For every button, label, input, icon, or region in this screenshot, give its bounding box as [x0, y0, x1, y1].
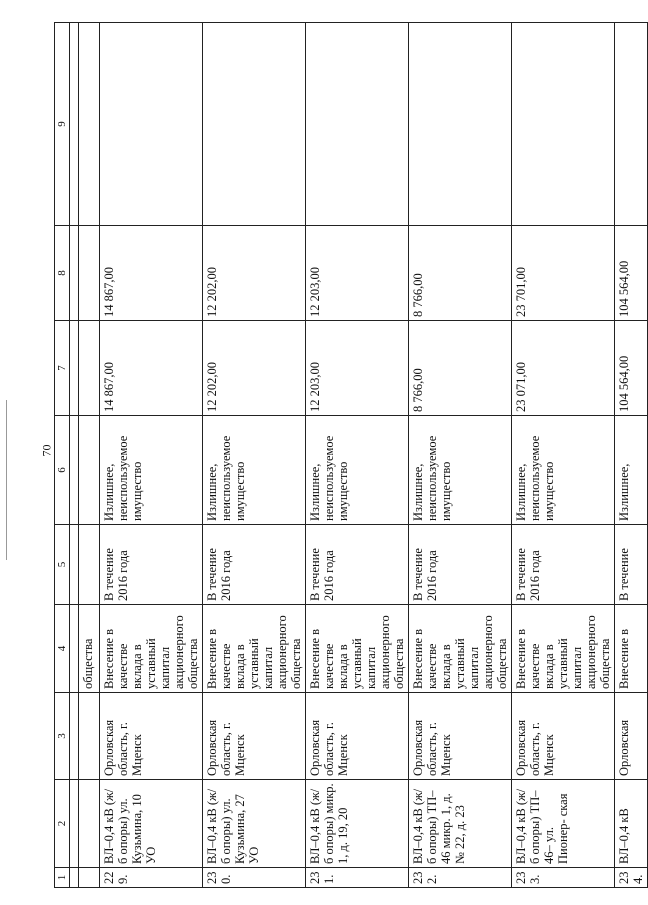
spacer-cell	[70, 868, 79, 888]
column-header: 5	[55, 525, 70, 605]
cell-name: ВЛ–0,4 кВ (ж/б опоры) ТП–46– ул. Пионер- ская	[512, 780, 615, 868]
cell-name: ВЛ–0,4 кВ	[615, 780, 648, 868]
cell-price2: 23 701,00	[512, 226, 615, 321]
cell-name: ВЛ–0,4 кВ (ж/б опоры) ул. Кузьмина, 10 УО	[100, 780, 203, 868]
cell-term: В течение 2016 года	[100, 525, 203, 605]
cell-reason: Излишнее, неиспользуемое имущество	[100, 416, 203, 525]
spacer-cell	[70, 780, 79, 868]
cell-price: 12 202,00	[203, 321, 306, 416]
cell-term: В течение 2016 года	[512, 525, 615, 605]
column-header: 2	[55, 780, 70, 868]
cell-reason: Излишнее, неиспользуемое имущество	[512, 416, 615, 525]
cell-price2: 12 203,00	[306, 226, 409, 321]
continuation-cell: общества	[79, 605, 100, 693]
cell-method: Внесение в качестве вклада в уставный капитал акционерного общества	[100, 605, 203, 693]
cell-reason: Излишнее, неиспользуемое имущество	[306, 416, 409, 525]
cell-extra	[100, 23, 203, 226]
cell-method: Внесение в качестве вклада в уставный капитал акционерного общества	[306, 605, 409, 693]
empty-cell	[79, 23, 100, 226]
cell-price2: 8 766,00	[409, 226, 512, 321]
cell-extra	[512, 23, 615, 226]
column-header: 3	[55, 693, 70, 780]
cell-term: В течение	[615, 525, 648, 605]
cell-price: 12 203,00	[306, 321, 409, 416]
cell-reason: Излишнее, неиспользуемое имущество	[203, 416, 306, 525]
cell-method: Внесение в качестве вклада в уставный капитал акционерного общества	[203, 605, 306, 693]
empty-cell	[79, 693, 100, 780]
column-header: 7	[55, 321, 70, 416]
column-header: 9	[55, 23, 70, 226]
cell-location: Орловская область, г. Мценск	[306, 693, 409, 780]
cell-n: 232.	[409, 868, 512, 888]
empty-cell	[79, 416, 100, 525]
rotated-table-wrapper	[54, 23, 645, 888]
cell-n: 229.	[100, 868, 203, 888]
cell-price2: 104 564,00	[615, 226, 648, 321]
cell-method: Внесение в качестве вклада в уставный капитал акционерного общества	[512, 605, 615, 693]
cell-price: 8 766,00	[409, 321, 512, 416]
column-header: 8	[55, 226, 70, 321]
empty-cell	[79, 525, 100, 605]
cell-location: Орловская область, г. Мценск	[409, 693, 512, 780]
empty-cell	[79, 226, 100, 321]
cell-term: В течение 2016 года	[409, 525, 512, 605]
cell-name: ВЛ–0,4 кВ (ж/б опоры) ул. Кузьмина, 27 УО	[203, 780, 306, 868]
cell-price: 14 867,00	[100, 321, 203, 416]
empty-cell	[79, 868, 100, 888]
cell-n: 233.	[512, 868, 615, 888]
spacer-cell	[70, 226, 79, 321]
cell-extra	[203, 23, 306, 226]
cell-method: Внесение в качестве вклада в уставный капитал акционерного общества	[409, 605, 512, 693]
cell-n: 230.	[203, 868, 306, 888]
table-row	[409, 23, 512, 888]
cell-term: В течение 2016 года	[306, 525, 409, 605]
table-row	[203, 23, 306, 888]
spacer-cell	[70, 23, 79, 226]
cell-price: 104 564,00	[615, 321, 648, 416]
cell-n: 234.	[615, 868, 648, 888]
cell-extra	[615, 23, 648, 226]
cell-extra	[306, 23, 409, 226]
cell-location: Орловская область, г. Мценск	[512, 693, 615, 780]
spacer-cell	[70, 605, 79, 693]
spacer-cell	[70, 525, 79, 605]
header-spacer-row	[70, 23, 79, 888]
cell-price2: 12 202,00	[203, 226, 306, 321]
cell-price: 23 071,00	[512, 321, 615, 416]
cell-location: Орловская область, г. Мценск	[100, 693, 203, 780]
cell-method: Внесение в	[615, 605, 648, 693]
cell-price2: 14 867,00	[100, 226, 203, 321]
cell-reason: Излишнее,	[615, 416, 648, 525]
column-header: 4	[55, 605, 70, 693]
scan-edge-mark	[6, 400, 7, 560]
cell-location: Орловская	[615, 693, 648, 780]
empty-cell	[79, 321, 100, 416]
spacer-cell	[70, 693, 79, 780]
column-header: 1	[55, 868, 70, 888]
cell-location: Орловская область, г. Мценск	[203, 693, 306, 780]
table-row	[512, 23, 615, 888]
cell-reason: Излишнее, неиспользуемое имущество	[409, 416, 512, 525]
spacer-cell	[70, 416, 79, 525]
cell-name: ВЛ–0,4 кВ (ж/б опоры) микр. 1, д. 19, 20	[306, 780, 409, 868]
cell-n: 231.	[306, 868, 409, 888]
table-row	[306, 23, 409, 888]
cell-name: ВЛ–0,4 кВ (ж/б опоры) ТП–46 микр. 1, д. № 22, д. 23	[409, 780, 512, 868]
cell-term: В течение 2016 года	[203, 525, 306, 605]
column-header: 6	[55, 416, 70, 525]
continuation-row	[79, 23, 100, 888]
spacer-cell	[70, 321, 79, 416]
page-number: 70	[39, 444, 54, 457]
empty-cell	[79, 780, 100, 868]
property-registry-table	[54, 22, 648, 888]
header-row	[55, 23, 70, 888]
table-row	[100, 23, 203, 888]
table-row	[615, 23, 648, 888]
cell-extra	[409, 23, 512, 226]
